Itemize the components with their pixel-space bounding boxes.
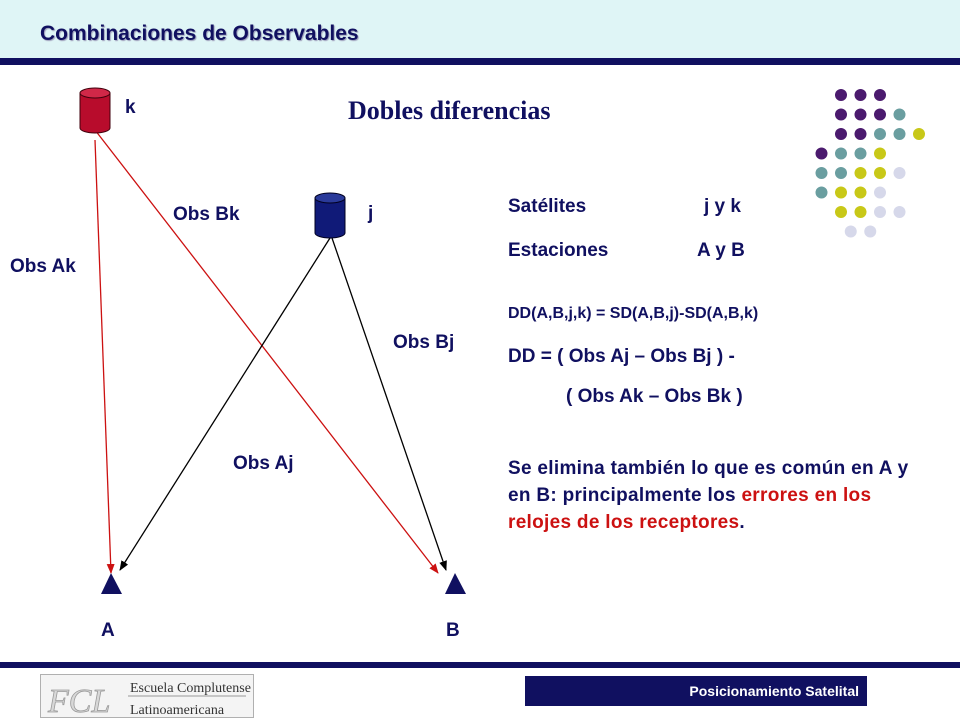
station-b-label: B [446, 620, 460, 641]
decorative-dot [835, 89, 847, 101]
obs-aj-label: Obs Aj [233, 453, 294, 474]
decorative-dot [835, 167, 847, 179]
decorative-dot [816, 148, 828, 160]
conclusion-part2: . [739, 512, 745, 533]
decorative-dot [874, 89, 886, 101]
decorative-dot [874, 167, 886, 179]
obs-line-aj [120, 238, 330, 570]
decorative-dot [894, 128, 906, 140]
decorative-dot [835, 206, 847, 218]
decorative-dot [816, 167, 828, 179]
conclusion-part1: Se elimina también lo que es común en A y en B: principalmente los [508, 458, 909, 506]
footer-banner-text: Posicionamiento Satelital [689, 683, 859, 699]
obs-line-bk [95, 130, 438, 573]
decorative-dot [855, 148, 867, 160]
decorative-dot [855, 187, 867, 199]
conclusion-highlight: errores en los relojes de los receptores [508, 485, 872, 533]
decorative-dot [835, 109, 847, 121]
obs-bk-label: Obs Bk [173, 204, 240, 225]
logo-text [130, 680, 251, 719]
stations-value: A y B [697, 240, 745, 261]
station-a-label: A [101, 620, 115, 641]
satellites-label: Satélites [508, 196, 587, 217]
decorative-dot [913, 128, 925, 140]
satellite-k-icon [80, 88, 110, 133]
decorative-dot [874, 128, 886, 140]
decorative-dot [835, 128, 847, 140]
logo-text-line1: Escuela Complutense [130, 681, 251, 696]
station-a-icon [101, 573, 122, 594]
decorative-dot [874, 187, 886, 199]
decorative-dot-grid [816, 89, 926, 238]
decorative-dot [894, 206, 906, 218]
obs-ak-label: Obs Ak [10, 256, 76, 277]
decorative-dot [855, 109, 867, 121]
satellite-j-icon [315, 193, 345, 238]
decorative-dot [894, 109, 906, 121]
stations-label: Estaciones [508, 240, 609, 261]
conclusion-text [508, 455, 928, 536]
decorative-dot [855, 89, 867, 101]
decorative-dot [855, 206, 867, 218]
obs-bj-label: Obs Bj [393, 332, 455, 353]
satellites-value: j y k [704, 196, 741, 217]
decorative-dot [874, 109, 886, 121]
formula-dd-line2: ( Obs Ak – Obs Bk ) [566, 386, 743, 407]
station-b-icon [445, 573, 466, 594]
footer-rule [0, 662, 960, 668]
page-title: Combinaciones de Observables [40, 22, 359, 45]
decorative-dot [845, 226, 857, 238]
decorative-dot [874, 148, 886, 160]
decorative-dot [835, 187, 847, 199]
slide-subtitle: Dobles diferencias [348, 96, 551, 125]
decorative-dot [835, 148, 847, 160]
obs-line-ak [95, 140, 111, 573]
satellite-j-label: j [368, 203, 374, 224]
decorative-dot [864, 226, 876, 238]
formula-dd-definition: DD(A,B,j,k) = SD(A,B,j)-SD(A,B,k) [508, 305, 759, 322]
decorative-dot [894, 167, 906, 179]
decorative-dot [855, 167, 867, 179]
obs-line-bj [332, 238, 446, 570]
decorative-dot [855, 128, 867, 140]
decorative-dot [874, 206, 886, 218]
logo-monogram: FCL [48, 683, 111, 718]
satellite-k-label: k [125, 97, 136, 118]
logo-text-line2: Latinoamericana [130, 703, 225, 718]
decorative-dot [816, 187, 828, 199]
formula-dd-line1: DD = ( Obs Aj – Obs Bj ) - [508, 346, 735, 367]
